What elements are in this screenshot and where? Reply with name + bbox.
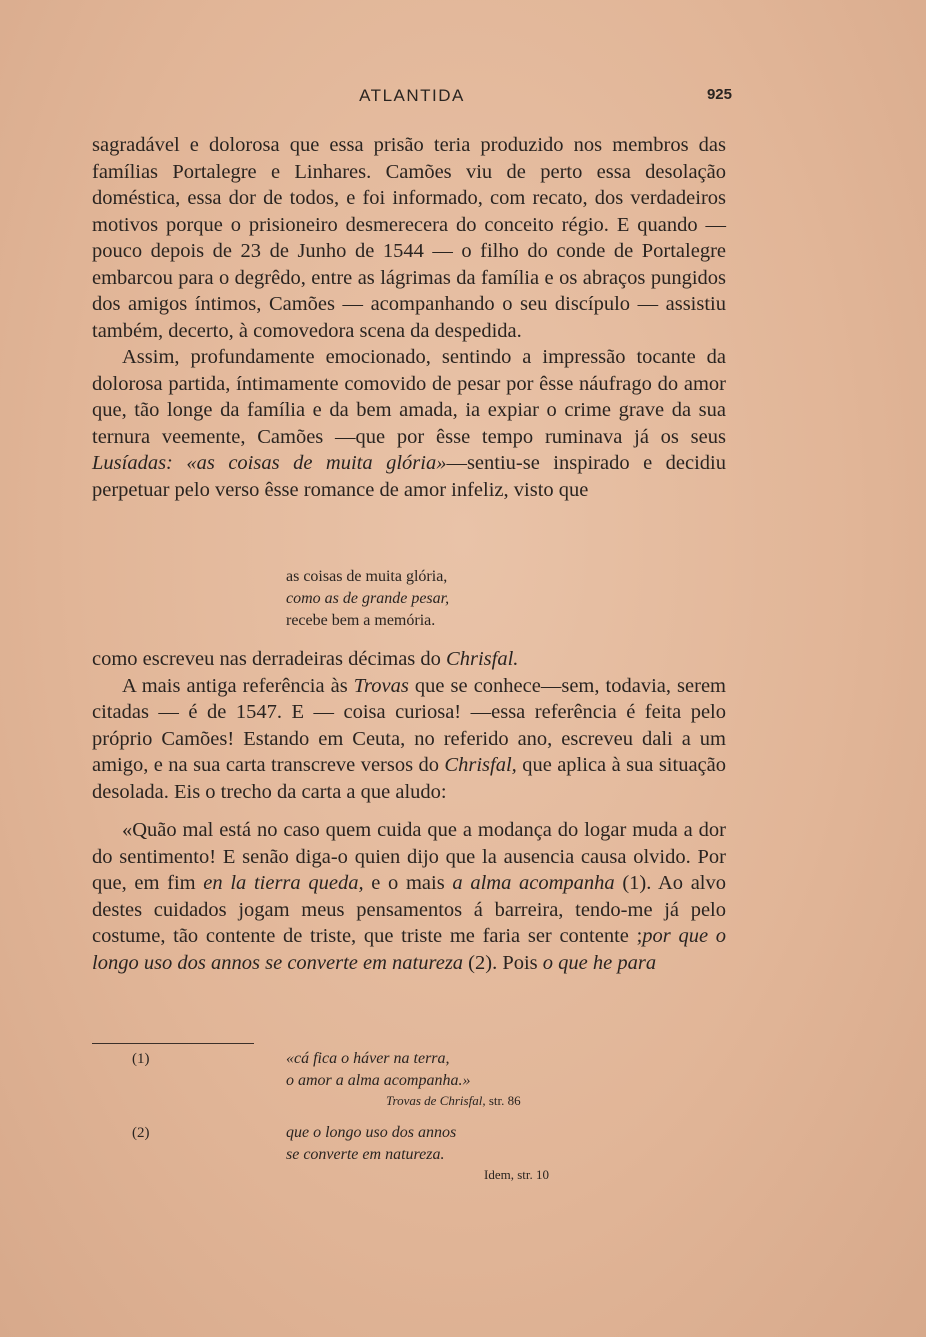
book-title: Trovas bbox=[353, 674, 409, 697]
footnote-line: «cá fica o háver na terra, bbox=[286, 1050, 450, 1067]
body-text-lower bbox=[92, 646, 726, 976]
paragraph-text: como escreveu nas derradeiras décimas do bbox=[92, 648, 441, 670]
verse-quotation bbox=[286, 566, 449, 632]
body-text-upper bbox=[92, 132, 726, 503]
verse-line: recebe bem a memória. bbox=[286, 612, 436, 629]
paragraph-text: A mais antiga referência às bbox=[122, 674, 348, 697]
paragraph bbox=[92, 646, 726, 673]
running-title: ATLANTIDA bbox=[359, 86, 465, 105]
page-number: 925 bbox=[706, 86, 732, 103]
verse-line: como as de grande pesar, bbox=[286, 590, 450, 607]
paragraph-text: sagradável e dolorosa que essa prisão teria produzido nos membros das famílias Portalegre e Linhares. Camões viu de perto essa desolação doméstica, essa dor de todos, e foi informado, com recato, dos verdadeiros motivos porque o prisioneiro desmerecera do conceito régio. E quando — pouco depois de 23 de Junho de 1544 — o filho do conde de Portalegre embarcou para o degrêdo, entre as lágrimas da família e os abraços pungidos dos amigos íntimos, Camões — acompanhando o seu discípulo — assistiu também, decerto, à comovedora scena da despedida. bbox=[92, 134, 726, 342]
footnote-verse bbox=[286, 1122, 456, 1166]
footnote-marker: (1) bbox=[132, 1051, 150, 1067]
book-title: Chrisfal, bbox=[444, 754, 517, 776]
letter-quotation bbox=[92, 817, 726, 976]
paragraph bbox=[92, 673, 726, 806]
paragraph-text: «Quão mal está no caso quem cuida que a modança do logar muda a dor do sentimento! E senão diga-o quien dijo que la ausencia causa olvido. Por que, em fim bbox=[92, 819, 726, 894]
book-title: Lusíadas: bbox=[92, 452, 173, 474]
footnote-source bbox=[386, 1090, 521, 1112]
footnote-divider bbox=[92, 1043, 254, 1044]
running-header bbox=[92, 86, 732, 110]
paragraph-text: Ao alvo destes cuidados jogam meus pensamentos á barreira, tendo-me já pelo costume, tão contente de triste, que triste me faria ser contente ; bbox=[92, 872, 726, 947]
book-title: Chrisfal. bbox=[446, 648, 519, 670]
paragraph-text: que aplica à sua situação desolada. Eis o trecho da carta a que aludo: bbox=[92, 754, 726, 803]
quoted-phrase: en la tierra queda, bbox=[203, 872, 364, 894]
footnote-source bbox=[484, 1164, 549, 1186]
footnote-verse bbox=[286, 1048, 470, 1092]
paragraph bbox=[92, 344, 726, 503]
source-ref: Idem, str. 10 bbox=[484, 1167, 549, 1182]
footnote-line: se converte em natureza. bbox=[286, 1146, 445, 1163]
quoted-phrase: a alma acompanha bbox=[452, 872, 615, 894]
paragraph-text: e o mais bbox=[371, 872, 445, 894]
footnote-marker: (2) bbox=[132, 1125, 150, 1141]
footnote-reference: (1). bbox=[622, 872, 652, 894]
quoted-phrase: o que he para bbox=[542, 951, 657, 974]
footnote-line: que o longo uso dos annos bbox=[286, 1124, 457, 1141]
paragraph-text: Pois bbox=[502, 951, 538, 974]
verse-line: as coisas de muita glória, bbox=[286, 568, 448, 585]
source-ref: str. 86 bbox=[488, 1093, 521, 1108]
paragraph-text: —sentiu-se inspirado e decidiu perpetuar pelo verso êsse romance de amor infeliz, visto que bbox=[92, 452, 726, 501]
inline-quote: «as coisas de muita glória» bbox=[186, 452, 447, 474]
paragraph bbox=[92, 132, 726, 344]
paragraph-text: Assim, profundamente emocionado, sentindo a impressão tocante da dolorosa partida, íntimamente comovido de pesar por êsse náufrago do amor que, tão longe da família e da bem amada, ia expiar o crime grave da sua ternura veemente, Camões —que por êsse tempo ruminava já os seus bbox=[92, 346, 726, 448]
footnote-reference: (2). bbox=[468, 951, 498, 974]
quoted-phrase: por que o longo uso dos annos se converte em natureza bbox=[92, 925, 727, 974]
source-title: Trovas de Chrisfal, bbox=[386, 1093, 486, 1108]
paragraph-text: que se conhece—sem, todavia, serem citadas — é de 1547. E — coisa curiosa! —essa referência é feita pelo próprio Camões! Estando em Ceuta, no referido ano, escreveu dali a um amigo, e na sua carta transcreve versos do bbox=[92, 674, 727, 776]
footnote-line: o amor a alma acompanha.» bbox=[286, 1072, 471, 1089]
